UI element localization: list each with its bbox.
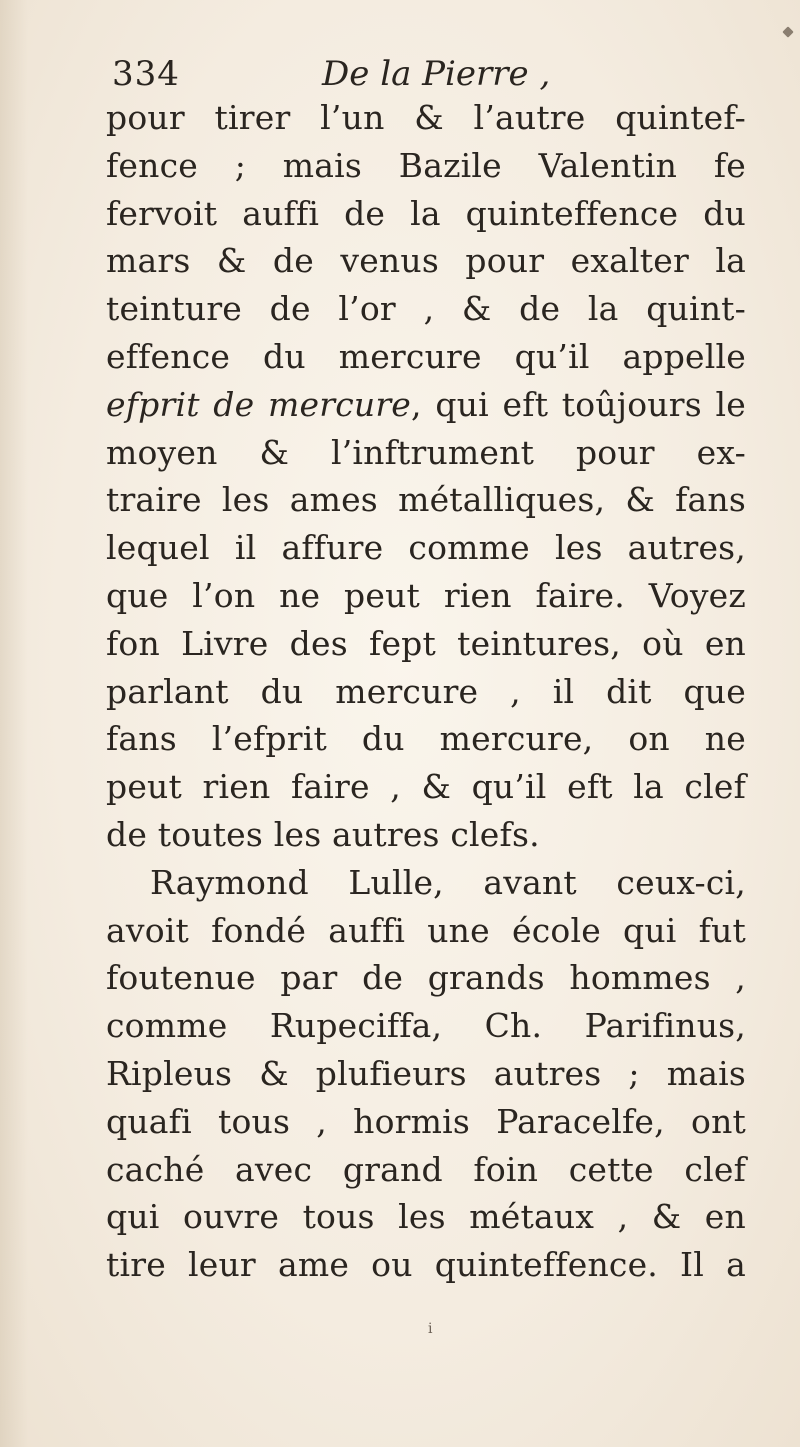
text-line: moyen & l’inftrument pour ex-	[106, 432, 746, 472]
text-line: de toutes les autres clefs.	[106, 814, 540, 854]
text-line: mars & de venus pour exalter la	[106, 241, 746, 281]
text-line: lequel il affure comme les autres,	[106, 528, 746, 568]
text-line: avoit fondé auffi une école qui fut	[106, 910, 746, 950]
text-line-paragraph-start: Raymond Lulle, avant ceux-ci,	[150, 862, 746, 902]
text-line: effence du mercure qu’il appelle	[106, 336, 746, 376]
text-line: fervoit auffi de la quinteffence du	[106, 193, 746, 233]
page-number: 334	[112, 54, 180, 94]
text-line: peut rien faire , & qu’il eft la clef	[106, 767, 746, 807]
text-line: Ripleus & plufieurs autres ; mais	[106, 1053, 746, 1093]
text-line-with-italic	[106, 381, 746, 429]
text-line: fence ; mais Bazile Valentin fe	[106, 145, 746, 185]
running-head	[112, 52, 712, 96]
text-line: comme Rupeciffa, Ch. Parifinus,	[106, 1006, 746, 1046]
signature-mark: i	[428, 1321, 433, 1337]
text-line: fans l’efprit du mercure, on ne	[106, 719, 746, 759]
text-line-rest: , qui eft toûjours le	[411, 384, 746, 424]
text-line: que l’on ne peut rien faire. Voyez	[106, 575, 746, 615]
text-line: traire les ames métalliques, & fans	[106, 480, 746, 520]
body-text	[106, 94, 746, 1289]
text-line: tire leur ame ou quinteffence. Il a	[106, 1245, 746, 1285]
italic-phrase: efprit de mercure	[106, 384, 412, 424]
text-line: qui ouvre tous les métaux , & en	[106, 1197, 746, 1237]
ink-speck	[782, 26, 793, 37]
text-line: pour tirer l’un & l’autre quintef-	[106, 98, 746, 137]
text-line: quafi tous , hormis Paracelfe, ont	[106, 1101, 746, 1141]
text-line: parlant du mercure , il dit que	[106, 671, 746, 711]
text-line: caché avec grand foin cette clef	[106, 1149, 746, 1189]
page-gutter-shadow	[0, 0, 28, 1447]
text-line: foutenue par de grands hommes ,	[106, 958, 746, 998]
text-line: teinture de l’or , & de la quint-	[106, 289, 746, 329]
running-title: De la Pierre ,	[322, 54, 551, 94]
text-line: fon Livre des fept teintures, où en	[106, 623, 746, 663]
